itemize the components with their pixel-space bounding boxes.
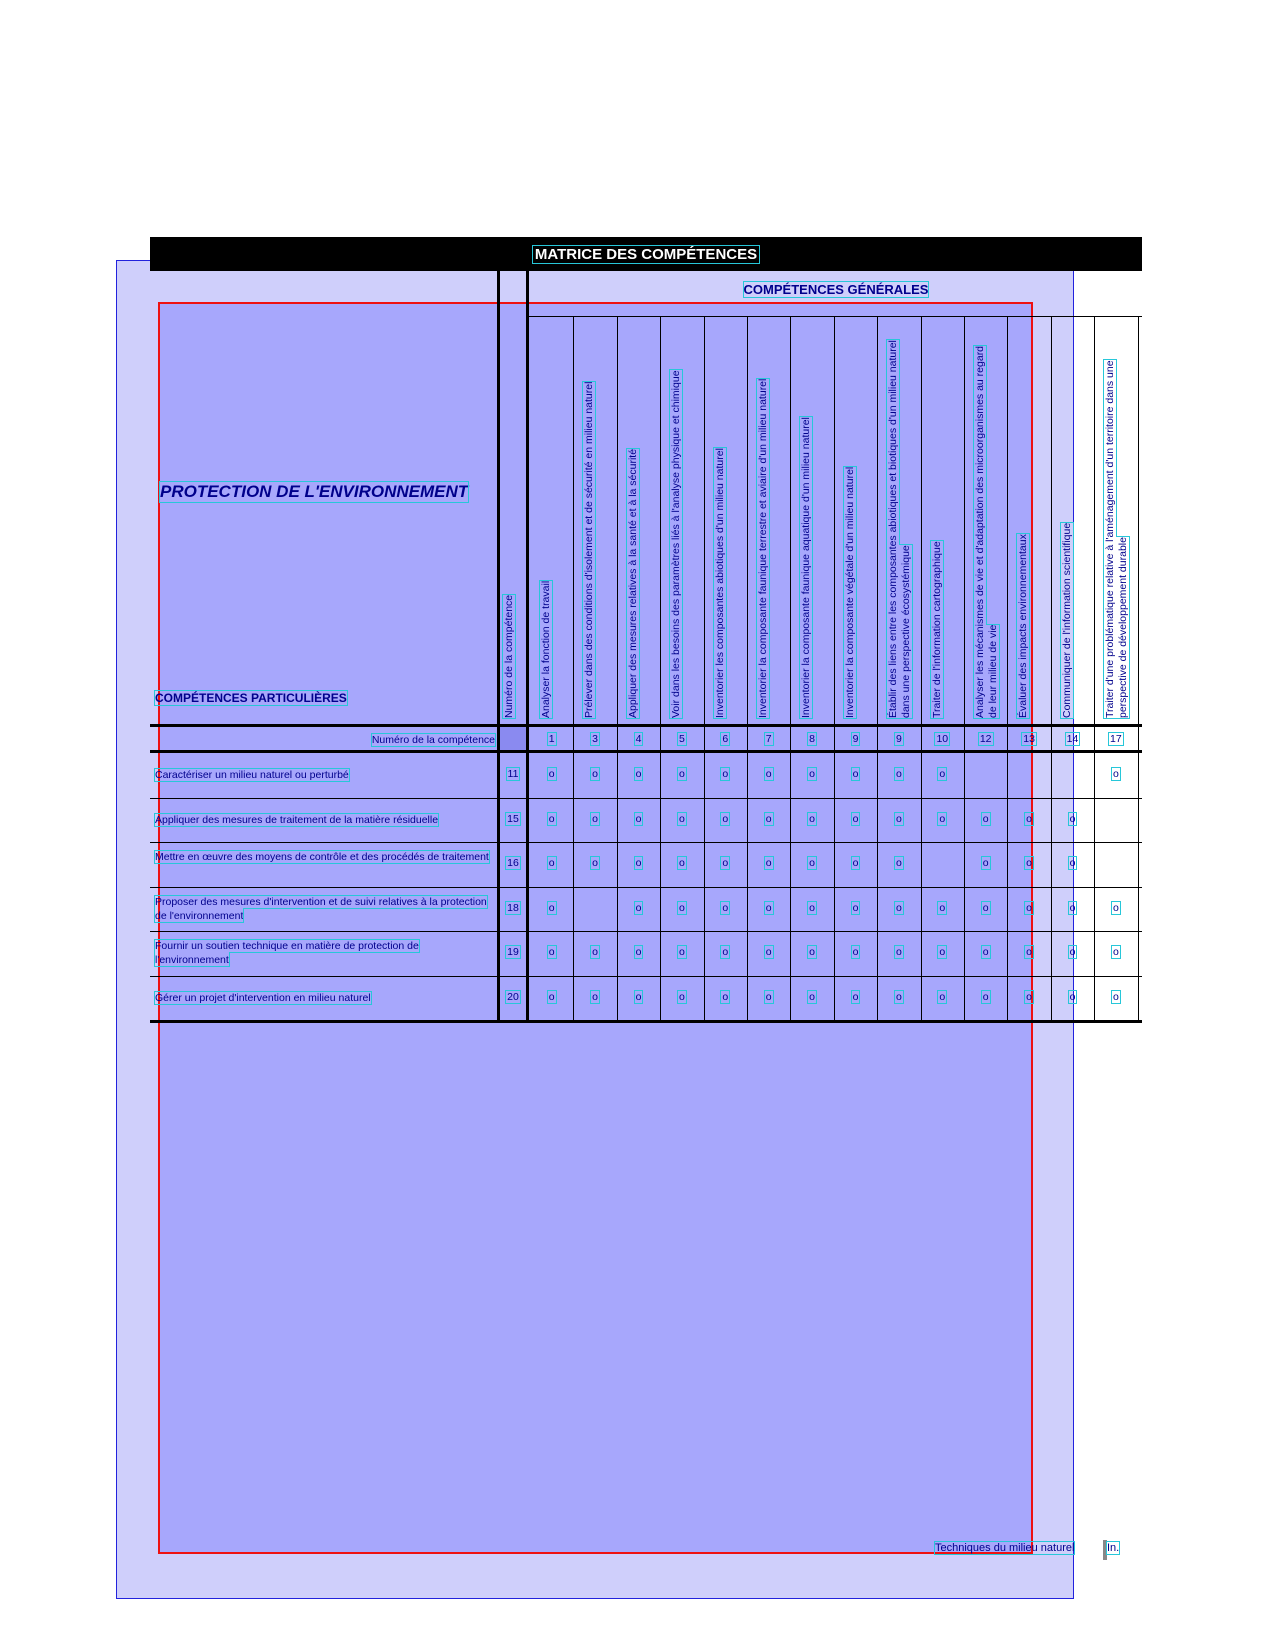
matrix-mark: o	[895, 857, 902, 869]
general-competency-number: 9	[852, 733, 859, 745]
matrix-mark: o	[548, 768, 555, 780]
general-competency-number: 12	[979, 733, 992, 745]
grid-hline-row	[150, 931, 1142, 932]
general-competency-number: 1	[548, 733, 555, 745]
matrix-mark: o	[765, 812, 772, 825]
matrix-mark: o	[592, 812, 598, 825]
matrix-mark: o	[548, 857, 555, 869]
matrix-mark: o	[1026, 857, 1032, 869]
matrix-mark: o	[852, 990, 859, 1003]
particular-competency-label: Gérer un projet d'intervention en milieu naturel	[155, 991, 371, 1004]
matrix-mark: o	[722, 857, 729, 869]
general-competency-header	[540, 322, 577, 718]
matrix-mark: o	[722, 768, 729, 780]
general-competency-header	[800, 322, 837, 718]
matrix-mark: o	[765, 857, 772, 869]
general-competency-header	[931, 322, 968, 718]
general-competency-number: 8	[809, 733, 815, 745]
matrix-mark: o	[722, 901, 729, 914]
competency-number-row-label: Numéro de la compétence	[371, 734, 495, 746]
matrix-mark: o	[678, 901, 685, 914]
matrix-mark: o	[852, 857, 859, 869]
matrix-mark: o	[678, 768, 685, 780]
general-competency-label: Communiquer de l'information scientifique	[1060, 522, 1073, 718]
matrix-mark: o	[1069, 812, 1076, 825]
matrix-mark: o	[765, 946, 772, 958]
grid-hline-subheader	[526, 316, 1142, 317]
matrix-mark: o	[809, 768, 815, 780]
general-competency-label: Inventorier la composante faunique terrestre et aviaire d'un milieu naturel	[757, 378, 769, 718]
matrix-mark: o	[982, 946, 989, 958]
general-competency-number: 17	[1110, 733, 1122, 745]
general-competency-label: Inventorier la composante végétale d'un milieu naturel	[843, 466, 856, 718]
general-competency-number: 4	[635, 733, 642, 745]
general-competency-header	[670, 322, 707, 718]
general-competency-label: Appliquer des mesures relatives à la santé et à la sécurité	[626, 448, 639, 718]
matrix-mark: o	[722, 812, 729, 825]
general-competency-number: 14	[1066, 733, 1079, 745]
general-competency-number: 6	[722, 733, 729, 745]
general-competency-label: Évaluer des impacts environnementaux	[1017, 534, 1030, 718]
grid-hline-header	[150, 724, 1142, 727]
matrix-mark: o	[895, 812, 902, 825]
general-competency-header	[714, 322, 751, 718]
grid-hline-row	[150, 887, 1142, 888]
matrix-mark: o	[852, 946, 859, 958]
particular-competency-number: 11	[507, 768, 519, 780]
matrix-mark: o	[765, 768, 772, 780]
matrix-mark: o	[635, 768, 642, 780]
matrix-mark: o	[1026, 812, 1032, 825]
matrix-mark: o	[939, 990, 946, 1003]
grid-hline-number-row	[150, 750, 1142, 753]
general-competency-header	[844, 322, 881, 718]
matrix-mark: o	[852, 901, 859, 914]
general-competency-label: Voir dans les besoins des paramètres liés à l'analyse physique et chimique	[670, 370, 683, 718]
matrix-mark: o	[592, 990, 598, 1003]
general-competency-label: Inventorier les composantes abiotiques d'un milieu naturel	[713, 448, 726, 718]
matrix-mark: o	[1069, 946, 1076, 958]
matrix-mark: o	[939, 946, 946, 958]
matrix-mark: o	[809, 946, 815, 958]
matrix-mark: o	[722, 990, 729, 1003]
matrix-mark: o	[635, 857, 642, 869]
general-competency-header	[974, 322, 1011, 718]
footer-page: In.	[1107, 1542, 1120, 1554]
matrix-mark: o	[548, 812, 555, 825]
matrix-mark: o	[809, 812, 815, 825]
matrix-title-bar	[150, 237, 1142, 271]
matrix-mark: o	[1069, 990, 1076, 1003]
matrix-mark: o	[678, 857, 685, 869]
matrix-mark: o	[592, 768, 598, 780]
matrix-mark: o	[592, 857, 598, 869]
matrix-mark: o	[982, 990, 989, 1003]
matrix-mark: o	[765, 990, 772, 1003]
matrix-mark: o	[635, 812, 642, 825]
general-competency-label: Établir des liens entre les composantes abiotiques et biotiques d'un milieu naturel dans une perspective écosystémique	[887, 340, 913, 718]
matrix-mark: o	[895, 990, 902, 1003]
particular-competency-number: 19	[507, 946, 519, 958]
matrix-mark: o	[852, 768, 859, 780]
general-competency-number: 3	[592, 733, 598, 745]
general-competency-label: Analyser la fonction de travail	[540, 580, 552, 718]
matrix-mark: o	[982, 857, 989, 869]
general-competency-label: Analyser les mécanismes de vie et d'adaptation des microorganismes au regard de leur milieu de vie	[974, 345, 999, 718]
matrix-mark: o	[809, 857, 815, 869]
general-competency-header	[583, 322, 620, 718]
general-competency-header	[757, 322, 794, 718]
particular-competency-label: Proposer des mesures d'intervention et de suivi relatives à la protection de l'environnement	[155, 895, 487, 922]
general-competency-label: Prélever dans des conditions d'isolement et de sécurité en milieu naturel	[583, 381, 596, 718]
matrix-mark: o	[895, 768, 902, 780]
matrix-mark: o	[809, 901, 815, 914]
matrix-mark: o	[678, 812, 685, 825]
matrix-mark: o	[635, 946, 642, 958]
general-competency-header	[627, 322, 664, 718]
matrix-mark: o	[1069, 901, 1076, 914]
general-competency-header	[1017, 322, 1054, 718]
grid-hline-row	[150, 842, 1142, 843]
matrix-mark: o	[592, 946, 598, 958]
matrix-title: MATRICE DES COMPÉTENCES	[534, 245, 758, 263]
matrix-mark: o	[809, 990, 815, 1003]
matrix-mark: o	[678, 946, 685, 958]
particular-competency-number: 15	[507, 812, 519, 825]
particular-competency-label: Caractériser un milieu naturel ou perturbé	[155, 769, 349, 781]
matrix-mark: o	[939, 812, 946, 825]
matrix-mark: o	[548, 990, 555, 1003]
matrix-mark: o	[1069, 857, 1076, 869]
general-competencies-header: COMPÉTENCES GÉNÉRALES	[743, 282, 929, 297]
general-competency-number: 7	[765, 733, 772, 745]
matrix-mark: o	[1026, 901, 1032, 914]
particular-competency-label: Appliquer des mesures de traitement de la matière résiduelle	[155, 813, 439, 826]
general-competency-header	[1104, 322, 1141, 718]
matrix-mark: o	[548, 901, 555, 914]
matrix-mark: o	[722, 946, 729, 958]
general-competency-label: Traiter d'une problématique relative à l'aménagement d'un territoire dans une perspective de développement durable	[1104, 360, 1130, 718]
particular-competency-label: Mettre en œuvre des moyens de contrôle et des procédés de traitement	[155, 851, 489, 863]
number-column-header-cell	[497, 726, 526, 751]
program-title: PROTECTION DE L'ENVIRONNEMENT	[160, 482, 469, 501]
general-competency-header	[1061, 322, 1098, 718]
matrix-mark: o	[852, 812, 859, 825]
matrix-mark: o	[982, 812, 989, 825]
matrix-mark: o	[939, 768, 946, 780]
matrix-mark: o	[635, 901, 642, 914]
particular-competency-number: 20	[507, 990, 519, 1003]
general-competency-number: 10	[936, 733, 949, 745]
matrix-mark: o	[548, 946, 555, 958]
particular-competency-label: Fournir un soutien technique en matière de protection de l'environnement	[155, 940, 419, 966]
general-competency-label: Inventorier la composante faunique aquatique d'un milieu naturel	[800, 417, 813, 718]
grid-hline-row	[150, 976, 1142, 977]
matrix-mark: o	[1112, 990, 1119, 1003]
matrix-mark: o	[765, 901, 772, 914]
general-competency-header	[887, 322, 924, 718]
matrix-mark: o	[1026, 946, 1032, 958]
matrix-mark: o	[982, 901, 989, 914]
matrix-mark: o	[635, 990, 642, 1003]
general-competency-number: 13	[1023, 733, 1035, 745]
matrix-mark: o	[895, 901, 902, 914]
particular-competency-number: 18	[507, 901, 519, 914]
grid-hline-row	[150, 798, 1142, 799]
matrix-mark: o	[1112, 946, 1119, 958]
matrix-mark: o	[1112, 768, 1119, 780]
matrix-mark: o	[678, 990, 685, 1003]
number-column-header-label: Numéro de la compétence	[503, 594, 515, 718]
matrix-mark: o	[895, 946, 902, 958]
matrix-mark: o	[1026, 990, 1032, 1003]
general-competency-number: 5	[678, 733, 685, 745]
matrix-mark: o	[1112, 901, 1119, 914]
grid-hline-row	[150, 1020, 1142, 1023]
general-competency-label: Traiter de l'information cartographique	[930, 541, 943, 718]
matrix-mark: o	[939, 901, 946, 914]
general-competency-number: 9	[895, 733, 902, 745]
particular-competencies-header: COMPÉTENCES PARTICULIÈRES	[155, 691, 347, 705]
footer-program-name: Techniques du milieu naturel	[935, 1542, 1075, 1554]
particular-competency-number: 16	[507, 857, 519, 869]
number-column-header	[503, 318, 527, 718]
